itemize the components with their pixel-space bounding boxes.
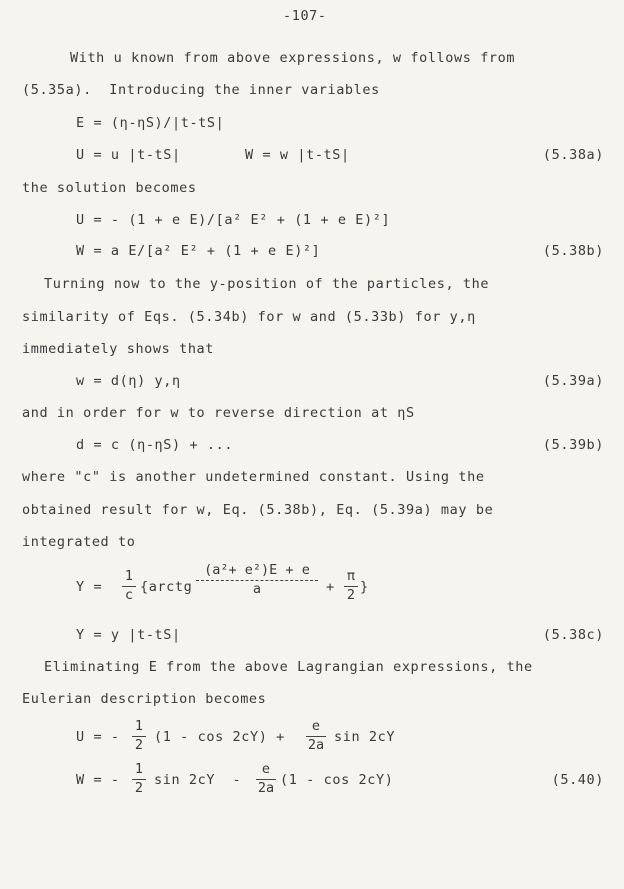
paragraph-2-line-3: immediately shows that xyxy=(22,341,215,357)
fraction-numerator: 1 xyxy=(134,718,144,734)
equation-number-539b: (5.39b) xyxy=(542,437,604,453)
fraction-numerator: π xyxy=(346,568,356,584)
solution-text: the solution becomes xyxy=(22,180,197,196)
equation-Y-inner-fraction xyxy=(196,564,318,596)
equation-w-d: w = d(η) y,η xyxy=(76,373,181,389)
paragraph-4-line-1: where "c" is another undetermined constant. Using the xyxy=(22,469,485,485)
equation-W-eulerian-middle: sin 2cY - xyxy=(154,772,242,788)
fraction-denominator: 2 xyxy=(346,586,356,603)
equation-number-538a: (5.38a) xyxy=(542,147,604,163)
paragraph-3-line-1: and in order for w to reverse direction at ηS xyxy=(22,405,415,421)
equation-number-538b: (5.38b) xyxy=(542,243,604,259)
equation-Y-pi-over-2 xyxy=(344,570,358,602)
equation-number-539a: (5.39a) xyxy=(542,373,604,389)
paragraph-1-line-1: With u known from above expressions, w follows from xyxy=(70,50,516,66)
fraction-denominator: a xyxy=(252,580,262,597)
equation-U-definition: U = u |t-tS| xyxy=(76,147,181,163)
equation-Y-arctg: {arctg xyxy=(140,579,193,595)
paragraph-2-line-1: Turning now to the y-position of the particles, the xyxy=(44,276,490,292)
fraction-numerator: (a²+ e²)E + e xyxy=(204,562,310,578)
fraction-numerator: 1 xyxy=(134,761,144,777)
equation-d: d = c (η-ηS) + ... xyxy=(76,437,234,453)
fraction-denominator: 2 xyxy=(134,779,144,796)
equation-Y-definition: Y = y |t-tS| xyxy=(76,627,181,643)
paragraph-4-line-3: integrated to xyxy=(22,534,136,550)
fraction-numerator: 1 xyxy=(124,568,134,584)
equation-Y-plus: + xyxy=(326,579,335,595)
paragraph-5-line-1: Eliminating E from the above Lagrangian expressions, the xyxy=(44,659,533,675)
equation-W-solution: W = a E/[a² E² + (1 + e E)²] xyxy=(76,243,321,259)
equation-number-538c: (5.38c) xyxy=(542,627,604,643)
equation-E-definition: E = (η-ηS)/|t-tS| xyxy=(76,115,225,131)
page-number: -107- xyxy=(283,8,327,24)
equation-Y-fraction-1-over-c xyxy=(122,570,136,602)
paragraph-5-line-2: Eulerian description becomes xyxy=(22,691,267,707)
equation-W-eulerian-e-over-2a xyxy=(256,763,276,795)
equation-U-eulerian-half xyxy=(132,720,146,752)
fraction-numerator: e xyxy=(311,718,321,734)
equation-Y-close-brace: } xyxy=(360,579,369,595)
fraction-denominator: 2a xyxy=(307,736,325,753)
fraction-denominator: c xyxy=(124,586,134,603)
equation-W-eulerian-half xyxy=(132,763,146,795)
paragraph-2-line-2: similarity of Eqs. (5.34b) for w and (5.33b) for y,η xyxy=(22,309,476,325)
equation-U-eulerian-middle: (1 - cos 2cY) + xyxy=(154,729,285,745)
equation-W-definition: W = w |t-tS| xyxy=(245,147,350,163)
equation-U-solution: U = - (1 + e E)/[a² E² + (1 + e E)²] xyxy=(76,212,391,228)
paragraph-4-line-2: obtained result for w, Eq. (5.38b), Eq. (5.39a) may be xyxy=(22,502,494,518)
fraction-denominator: 2 xyxy=(134,736,144,753)
equation-number-540: (5.40) xyxy=(551,772,604,788)
equation-W-eulerian-end: (1 - cos 2cY) xyxy=(280,772,394,788)
equation-U-eulerian-end: sin 2cY xyxy=(334,729,396,745)
equation-W-eulerian-lhs: W = - xyxy=(76,772,120,788)
equation-U-eulerian-lhs: U = - xyxy=(76,729,120,745)
equation-U-eulerian-e-over-2a xyxy=(306,720,326,752)
paragraph-1-line-2: (5.35a). Introducing the inner variables xyxy=(22,82,380,98)
equation-Y-lhs: Y = xyxy=(76,579,103,595)
fraction-numerator: e xyxy=(261,761,271,777)
fraction-denominator: 2a xyxy=(257,779,275,796)
